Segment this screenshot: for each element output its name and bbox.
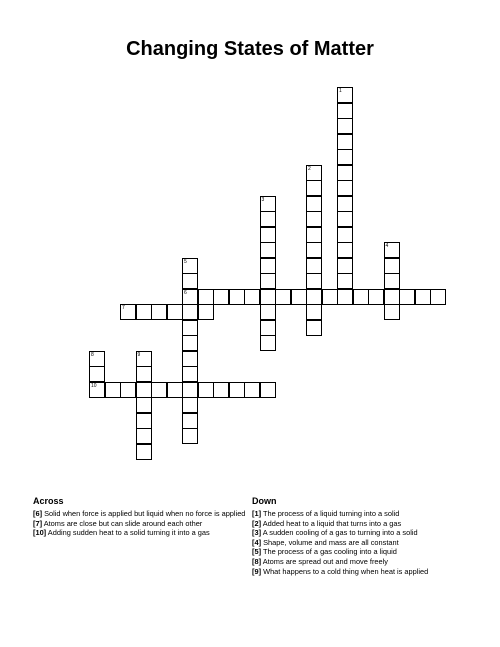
grid-cell[interactable] [260, 320, 276, 336]
grid-cell[interactable] [213, 382, 229, 398]
down-clue [252, 557, 482, 567]
across-clue [33, 509, 263, 519]
grid-cell[interactable] [384, 258, 400, 274]
grid-cell[interactable] [182, 273, 198, 289]
grid-cell[interactable] [306, 196, 322, 212]
clue-text: Adding sudden heat to a solid turning it into a gas [46, 528, 210, 538]
clue-ref: [8] [252, 556, 262, 566]
grid-cell[interactable] [182, 413, 198, 429]
grid-cell[interactable] [120, 304, 136, 320]
grid-cell[interactable] [182, 258, 198, 274]
grid-cell[interactable] [337, 258, 353, 274]
grid-cell[interactable] [182, 320, 198, 336]
clue-number: 5 [184, 258, 187, 265]
grid-cell[interactable] [260, 273, 276, 289]
grid-cell[interactable] [260, 227, 276, 243]
grid-cell[interactable] [198, 382, 214, 398]
down-heading: Down [252, 496, 277, 506]
grid-cell[interactable] [353, 289, 369, 305]
clue-text: Shape, volume and mass are all constant [261, 537, 399, 547]
down-clues [252, 496, 482, 576]
down-clue [252, 538, 482, 548]
clue-text: Atoms are close but can slide around each other [42, 518, 203, 528]
grid-cell[interactable] [384, 289, 400, 305]
grid-cell[interactable] [306, 320, 322, 336]
grid-cell[interactable] [260, 289, 276, 305]
grid-cell[interactable] [151, 382, 167, 398]
grid-cell[interactable] [337, 227, 353, 243]
across-heading: Across [33, 496, 64, 506]
grid-cell[interactable] [322, 289, 338, 305]
grid-cell[interactable] [306, 211, 322, 227]
grid-cell[interactable] [384, 273, 400, 289]
grid-cell[interactable] [384, 242, 400, 258]
grid-cell[interactable] [291, 289, 307, 305]
clue-text: A sudden cooling of a gas to turning into a solid [261, 528, 418, 538]
clue-number: 7 [122, 305, 125, 311]
grid-cell[interactable] [430, 289, 446, 305]
grid-cell[interactable] [167, 304, 183, 320]
grid-cell[interactable] [182, 428, 198, 444]
grid-cell[interactable] [306, 227, 322, 243]
grid-cell[interactable] [306, 258, 322, 274]
grid-cell[interactable] [337, 211, 353, 227]
grid-cell[interactable] [306, 289, 322, 305]
grid-cell[interactable] [136, 413, 152, 429]
clue-ref: [3] [252, 528, 262, 538]
grid-cell[interactable] [229, 289, 245, 305]
down-clue-list [252, 509, 482, 576]
grid-cell[interactable] [182, 289, 198, 305]
grid-cell[interactable] [136, 366, 152, 382]
across-clue [33, 519, 263, 529]
clue-number: 2 [308, 165, 311, 172]
down-clue [252, 547, 482, 557]
grid-cell[interactable] [151, 304, 167, 320]
grid-cell[interactable] [182, 382, 198, 398]
clue-text: What happens to a cold thing when heat is applied [261, 566, 429, 576]
grid-cell[interactable] [337, 242, 353, 258]
grid-cell[interactable] [120, 382, 136, 398]
clue-text: The process of a gas cooling into a liquid [261, 547, 397, 557]
grid-cell[interactable] [182, 397, 198, 413]
grid-cell[interactable] [337, 289, 353, 305]
grid-cell[interactable] [182, 304, 198, 320]
grid-cell[interactable] [105, 382, 121, 398]
grid-cell[interactable] [244, 289, 260, 305]
clue-text: Atoms are spread out and move freely [261, 556, 388, 566]
grid-cell[interactable] [384, 304, 400, 320]
clue-ref: [5] [252, 547, 262, 557]
clue-ref: [10] [33, 528, 47, 538]
across-clue [33, 528, 263, 538]
clue-number: 3 [261, 196, 265, 203]
clue-number: 1 [339, 88, 342, 94]
across-clue-list [33, 509, 263, 538]
grid-cell[interactable] [260, 211, 276, 227]
grid-cell[interactable] [229, 382, 245, 398]
grid-cell[interactable] [260, 196, 276, 212]
grid-cell[interactable] [213, 289, 229, 305]
grid-cell[interactable] [337, 273, 353, 289]
grid-cell[interactable] [260, 258, 276, 274]
grid-cell[interactable] [337, 103, 353, 119]
grid-cell[interactable] [306, 165, 322, 181]
grid-cell[interactable] [337, 165, 353, 181]
clue-ref: [9] [252, 566, 262, 576]
clue-text: Solid when force is applied but liquid when no force is applied [42, 509, 246, 518]
grid-cell[interactable] [136, 428, 152, 444]
grid-cell[interactable] [89, 382, 105, 398]
clue-number: 4 [385, 243, 389, 249]
grid-cell[interactable] [182, 366, 198, 382]
clue-number: 6 [184, 289, 187, 296]
grid-cell[interactable] [198, 289, 214, 305]
grid-cell[interactable] [136, 382, 152, 398]
clue-ref: [4] [252, 537, 262, 547]
grid-cell[interactable] [260, 242, 276, 258]
grid-cell[interactable] [136, 351, 152, 367]
grid-cell[interactable] [306, 242, 322, 258]
grid-cell[interactable] [136, 444, 152, 460]
grid-cell[interactable] [89, 366, 105, 382]
grid-cell[interactable] [260, 382, 276, 398]
grid-cell[interactable] [182, 351, 198, 367]
grid-cell[interactable] [337, 149, 353, 165]
clue-ref: [2] [252, 518, 262, 528]
grid-cell[interactable] [337, 118, 353, 134]
down-clue [252, 509, 482, 519]
clue-number: 9 [137, 351, 141, 358]
clue-number: 8 [91, 351, 94, 358]
grid-cell[interactable] [89, 351, 105, 367]
clue-ref: [7] [33, 518, 43, 528]
grid-cell[interactable] [182, 335, 198, 351]
clue-ref: [1] [252, 509, 262, 518]
grid-cell[interactable] [399, 289, 415, 305]
down-clue [252, 528, 482, 538]
grid-cell[interactable] [244, 382, 260, 398]
across-clues [33, 496, 263, 538]
grid-cell[interactable] [136, 304, 152, 320]
grid-cell[interactable] [198, 304, 214, 320]
grid-cell[interactable] [136, 397, 152, 413]
grid-cell[interactable] [337, 180, 353, 196]
clue-ref: [6] [33, 509, 43, 518]
clue-text: Added heat to a liquid that turns into a gas [261, 518, 402, 528]
down-clue [252, 567, 482, 577]
grid-cell[interactable] [275, 289, 291, 305]
clue-text: The process of a liquid turning into a solid [261, 509, 400, 518]
down-clue [252, 519, 482, 529]
grid-cell[interactable] [260, 335, 276, 351]
grid-cell[interactable] [337, 196, 353, 212]
clue-number: 10 [91, 382, 97, 389]
grid-cell[interactable] [337, 134, 353, 150]
page-title: Changing States of Matter [126, 38, 374, 60]
grid-cell[interactable] [306, 180, 322, 196]
grid-cell[interactable] [368, 289, 384, 305]
grid-cell[interactable] [306, 304, 322, 320]
grid-cell[interactable] [167, 382, 183, 398]
grid-cell[interactable] [260, 304, 276, 320]
grid-cell[interactable] [415, 289, 431, 305]
grid-cell[interactable] [306, 273, 322, 289]
grid-cell[interactable] [337, 87, 353, 103]
